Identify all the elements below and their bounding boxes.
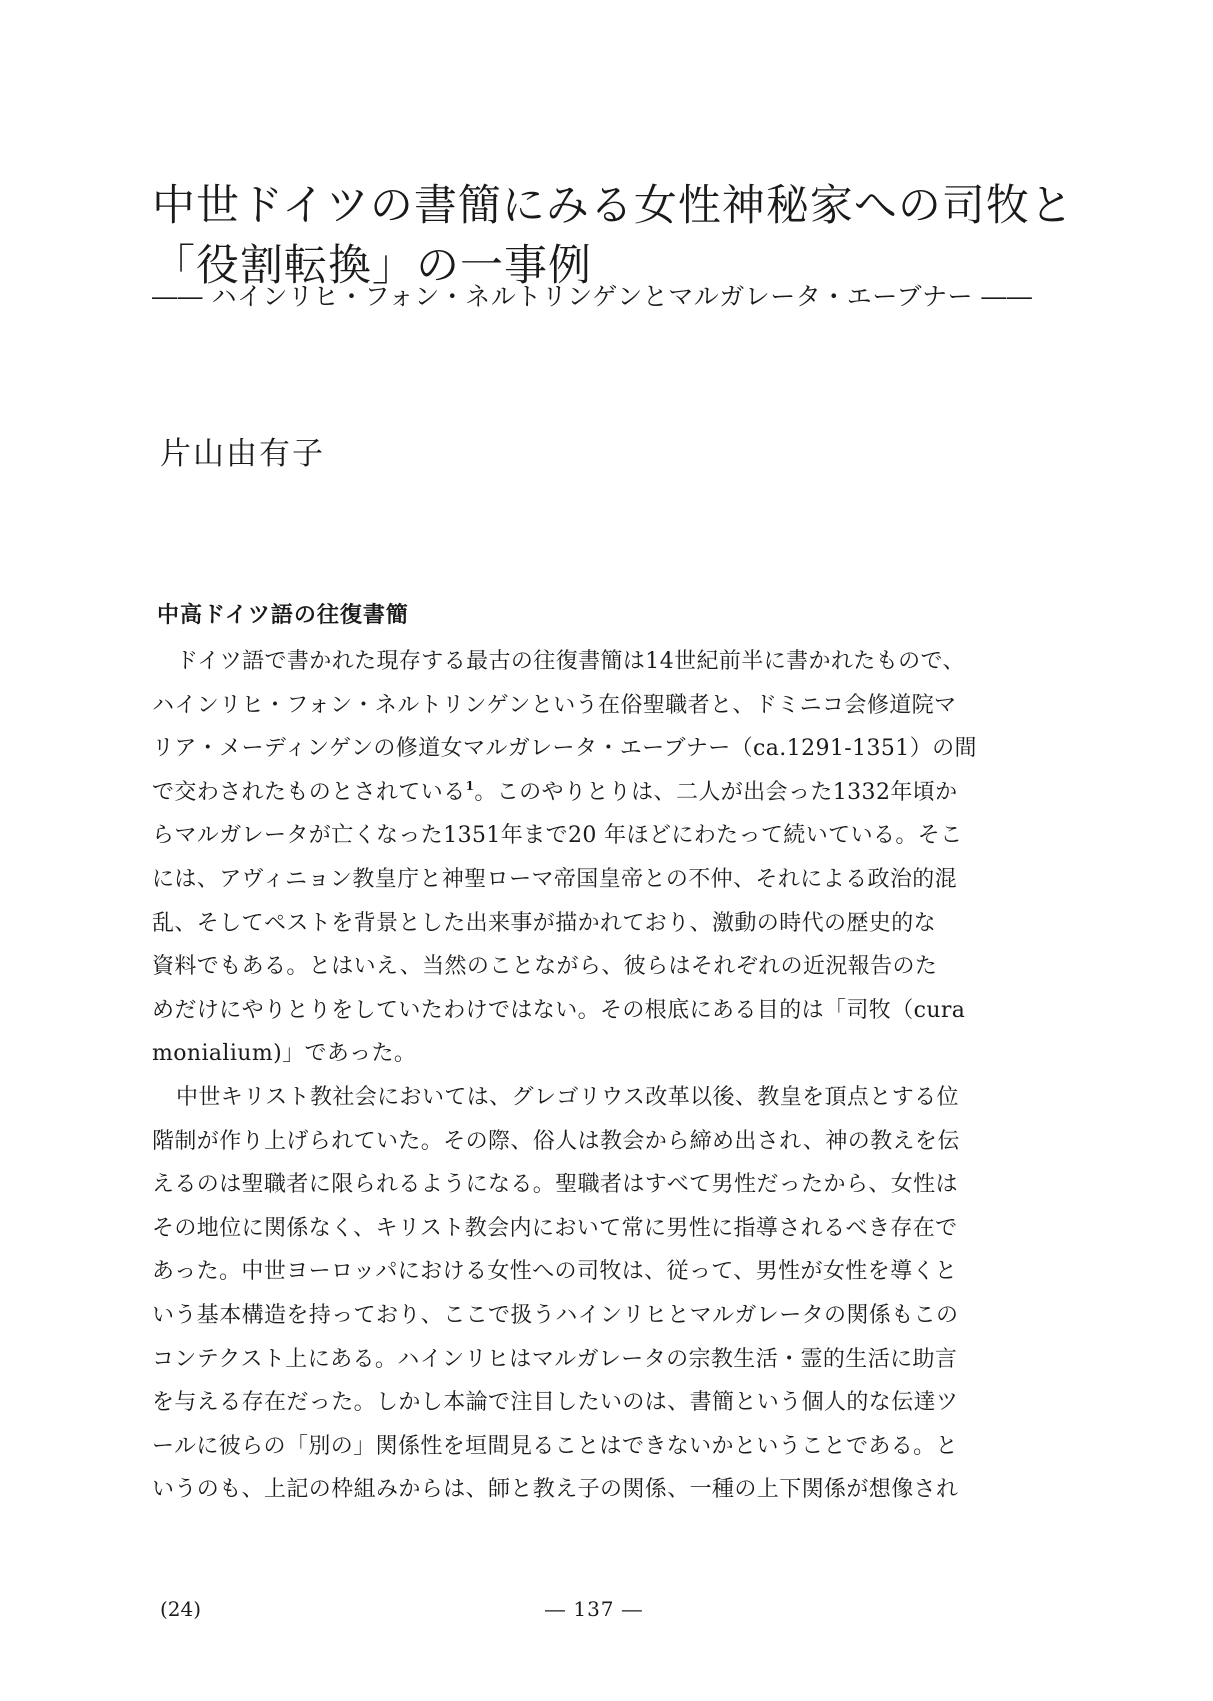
- page-number: ― 137 ―: [545, 1597, 643, 1621]
- text-segment: 。このやりとりは、二人が出会った1332年頃か: [474, 779, 958, 805]
- title-line-1: 中世ドイツの書簡にみる女性神秘家への司牧と: [152, 181, 1074, 231]
- text-line: めだけにやりとりをしていたわけではない。その根底にある目的は「司牧（cura: [152, 997, 966, 1023]
- text-line: 中世キリスト教社会においては、グレゴリウス改革以後、教皇を頂点とする位: [176, 1084, 959, 1110]
- text-line: あった。中世ヨーロッパにおける女性への司牧は、従って、男性が女性を導くと: [152, 1259, 958, 1285]
- body-text: [152, 640, 1072, 1512]
- text-line: らマルガレータが亡くなった1351年まで20 年ほどにわたって続いている。そこ: [152, 823, 963, 849]
- text-line: いうのも、上記の枠組みからは、師と教え子の関係、一種の上下関係が想像され: [152, 1477, 959, 1503]
- article-title: [152, 176, 1074, 296]
- text-line: 乱、そしてペストを背景とした出来事が描かれており、激動の時代の歴史的な: [152, 910, 937, 936]
- title-line-2: 「役割転換」の一事例: [152, 241, 592, 291]
- text-line-with-footnote: [152, 771, 1072, 815]
- text-line: いう基本構造を持っており、ここで扱うハインリヒとマルガレータの関係もこの: [152, 1302, 959, 1328]
- footnote-ref[interactable]: 1: [465, 778, 475, 793]
- text-segment: で交わされたものとされている: [152, 779, 466, 805]
- text-line: ドイツ語で書かれた現存する最古の往復書簡は14世紀前半に書かれたもので、: [176, 649, 965, 674]
- text-line: monialium)」であった。: [152, 1041, 417, 1067]
- author-name: 片山由有子: [160, 436, 325, 472]
- text-line: ールに彼らの「別の」関係性を垣間見ることはできないかということである。と: [152, 1433, 958, 1459]
- text-line: リア・メーディンゲンの修道女マルガレータ・エーブナー（ca.1291-1351）の間: [152, 736, 977, 762]
- article-subtitle: ―― ハインリヒ・フォン・ネルトリンゲンとマルガレータ・エーブナー ――: [152, 282, 1033, 311]
- section-heading: 中高ドイツ語の往復書簡: [157, 602, 409, 628]
- text-line: には、アヴィニョン教皇庁と神聖ローマ帝国皇帝との不仲、それによる政治的混: [152, 866, 958, 892]
- text-line: を与える存在だった。しかし本論で注目したいのは、書簡という個人的な伝達ツ: [152, 1390, 959, 1416]
- text-line: コンテクスト上にある。ハインリヒはマルガレータの宗教生活・霊的生活に助言: [152, 1346, 958, 1372]
- text-line: 階制が作り上げられていた。その際、俗人は教会から締め出され、神の教えを伝: [152, 1128, 960, 1154]
- journal-page-ref: (24): [160, 1597, 202, 1621]
- text-line: ハインリヒ・フォン・ネルトリンゲンという在俗聖職者と、ドミニコ会修道院マ: [152, 692, 957, 718]
- text-line: えるのは聖職者に限られるようになる。聖職者はすべて男性だったから、女性は: [152, 1172, 958, 1198]
- text-line: その地位に関係なく、キリスト教会内において常に男性に指導されるべき存在で: [152, 1215, 958, 1241]
- text-line: 資料でもある。とはいえ、当然のことながら、彼らはそれぞれの近況報告のた: [152, 954, 938, 980]
